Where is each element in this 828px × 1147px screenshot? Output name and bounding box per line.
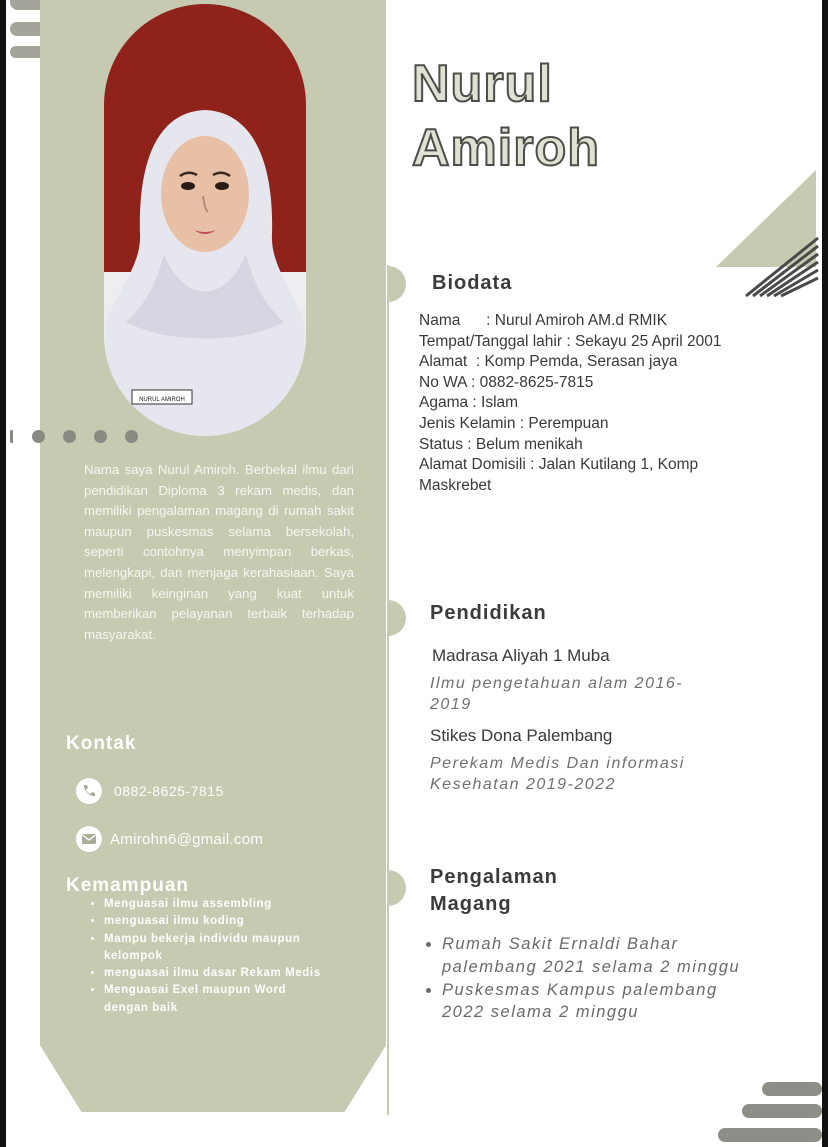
- name-first: Nurul: [412, 55, 553, 113]
- experience-heading-second: Magang: [430, 893, 512, 915]
- experience-list: [424, 933, 752, 1024]
- decor-bar: [718, 1128, 822, 1142]
- contact-email: Amirohn6@gmail.com: [110, 830, 264, 848]
- biodata-line: Alamat Domisili : Jalan Kutilang 1, Komp: [419, 456, 699, 474]
- vertical-divider: [387, 265, 389, 1115]
- experience-item: • Puskesmas Kampus palembang 2022 selama 2 minggu: [442, 979, 752, 1025]
- about-text: Nama saya Nurul Amiroh. Berbekal ilmu dari pendidikan Diploma 3 rekam medis, dan memiliki pengalaman magang di rumah sakit maupun puskesmas selama bersekolah, seperti contohnya menyimpan berkas, melengkapi, dan menjaga kerahasiaan. Saya memiliki keinginan yang kuat untuk memberikan pelayanan terbaik terhadap masyarakat.: [84, 462, 354, 642]
- education-school: Stikes Dona Palembang: [430, 726, 613, 745]
- biodata-line: Status : Belum menikah: [419, 435, 583, 453]
- biodata-heading: Biodata: [432, 272, 513, 294]
- biodata-list: [419, 311, 799, 496]
- section-marker: [388, 266, 406, 302]
- education-detail: Perekam Medis Dan informasi Kesehatan 2019-2022: [430, 755, 685, 793]
- profile-photo: [104, 4, 306, 436]
- decor-dot: [10, 430, 13, 443]
- skill-item: • Mampu bekerja individu maupun kelompok: [104, 931, 334, 966]
- decor-dot: [63, 430, 76, 443]
- decor-bar: [762, 1082, 822, 1096]
- section-marker: [388, 600, 406, 636]
- biodata-line: Maskrebet: [419, 476, 492, 494]
- experience-heading: Pengalaman: [430, 866, 558, 888]
- contact-phone: 0882-8625-7815: [114, 783, 224, 799]
- biodata-line: Agama : Islam: [419, 394, 519, 412]
- education-school: Madrasa Aliyah 1 Muba: [432, 646, 610, 665]
- skill-item: • Menguasai ilmu assembling: [104, 896, 334, 913]
- contact-email-row: [76, 825, 263, 853]
- education-detail: Ilmu pengetahuan alam 2016-2019: [430, 675, 684, 713]
- skill-item: • menguasai ilmu koding: [104, 913, 334, 930]
- skills-list: [84, 896, 334, 1017]
- skill-item: • menguasai ilmu dasar Rekam Medis: [104, 965, 334, 982]
- phone-icon: [76, 778, 102, 804]
- decor-dots: [10, 428, 150, 444]
- experience-item: • Rumah Sakit Ernaldi Bahar palembang 2021 selama 2 minggu: [442, 933, 752, 979]
- biodata-line: Tempat/Tanggal lahir : Sekayu 25 April 2001: [419, 332, 722, 350]
- name-last: Amiroh: [412, 119, 600, 177]
- education-heading: Pendidikan: [430, 602, 547, 624]
- frame-edge-right: [822, 0, 828, 1147]
- section-marker: [388, 870, 406, 906]
- decor-dot: [32, 430, 45, 443]
- contact-phone-row: [76, 777, 224, 805]
- biodata-line: Jenis Kelamin : Perempuan: [419, 414, 609, 432]
- biodata-line: Alamat : Komp Pemda, Serasan jaya: [419, 353, 678, 371]
- skill-item: • Menguasai Exel maupun Word dengan baik: [104, 982, 334, 1017]
- decor-dot: [125, 430, 138, 443]
- photo-badge-text: NURUL AMIROH: [139, 397, 185, 403]
- triangle-decoration: [716, 170, 822, 302]
- contact-heading: Kontak: [66, 733, 137, 754]
- biodata-line: No WA : 0882-8625-7815: [419, 373, 594, 391]
- biodata-line: Nama : Nurul Amiroh AM.d RMIK: [419, 312, 668, 329]
- frame-edge-left: [0, 0, 6, 1147]
- decor-bar: [742, 1104, 822, 1118]
- decor-dot: [94, 430, 107, 443]
- mail-icon: [76, 826, 102, 852]
- skills-heading: Kemampuan: [66, 875, 190, 896]
- portrait-illustration: [104, 4, 306, 436]
